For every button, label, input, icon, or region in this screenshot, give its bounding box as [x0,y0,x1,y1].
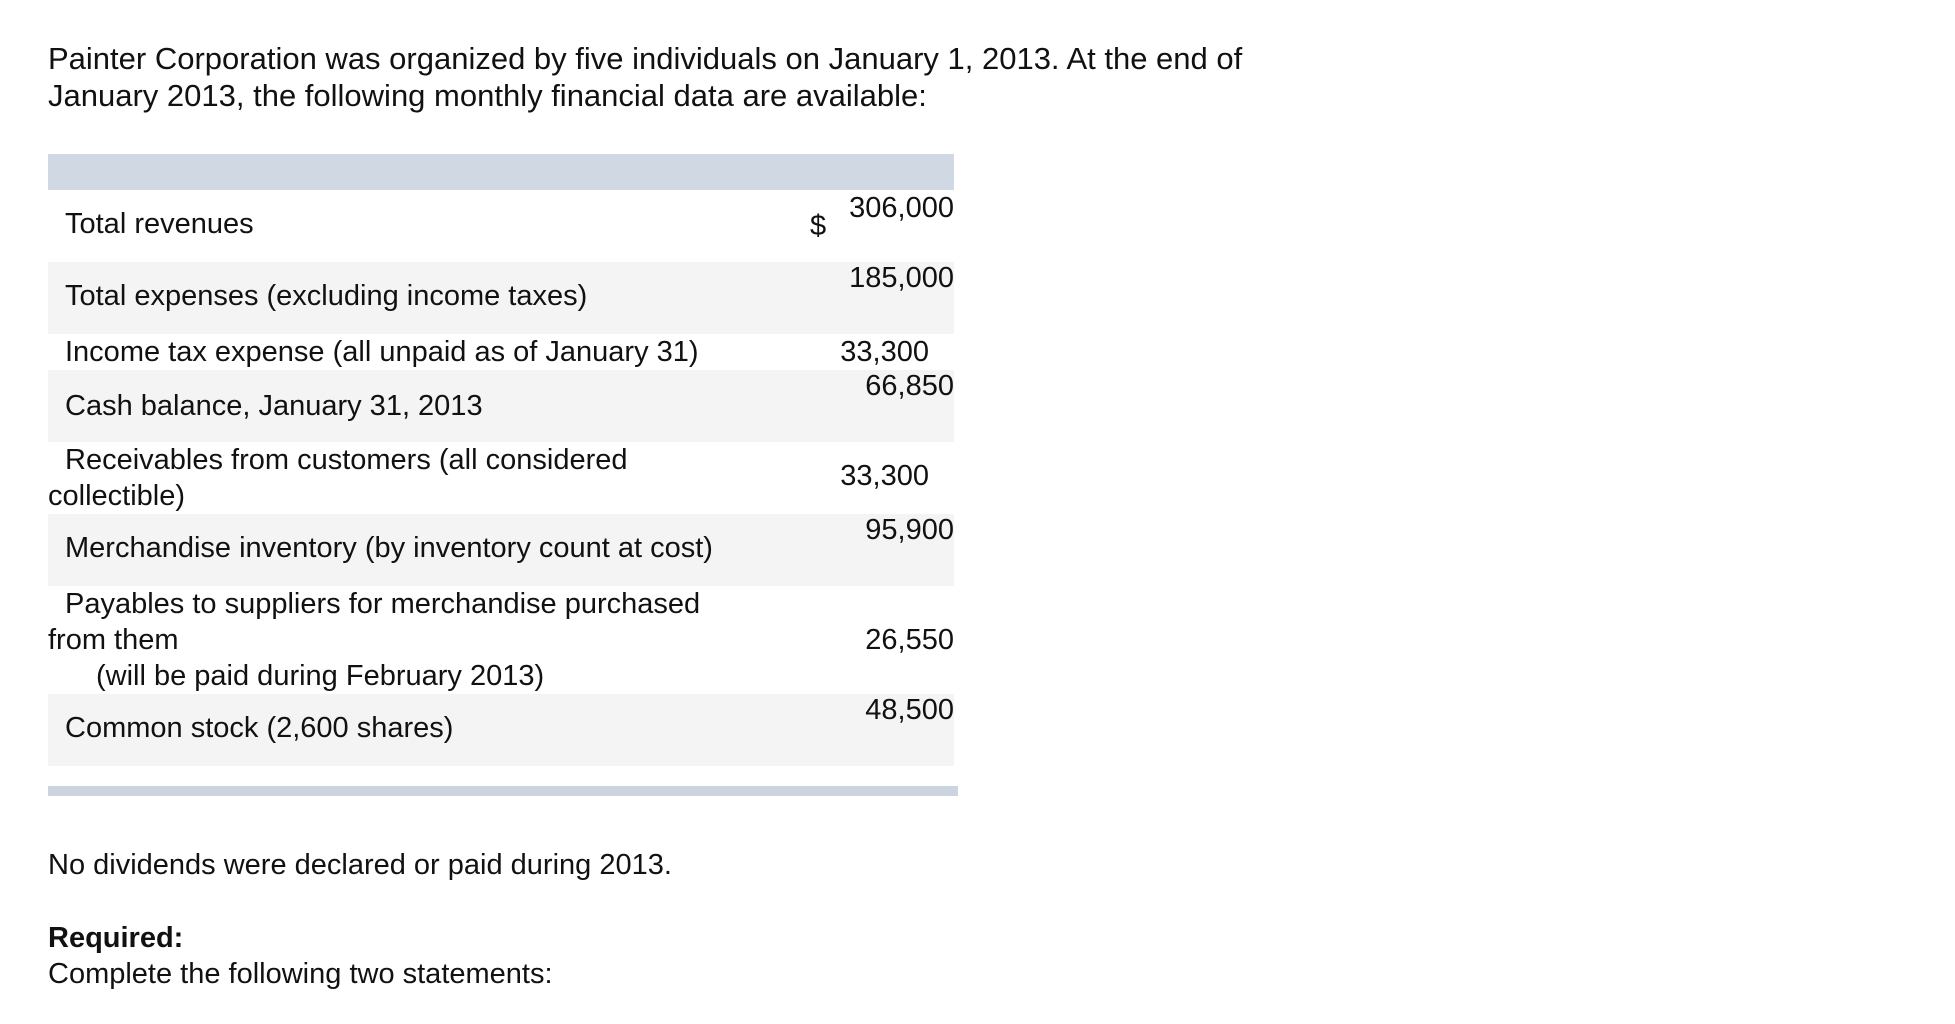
table-row [48,694,954,766]
row-label: Income tax expense (all unpaid as of January 31) [65,336,699,368]
required-instructions: Complete the following two statements: [48,958,553,990]
row-value: 33,300 [840,460,929,492]
currency-symbol: $ [810,210,827,242]
table-row [48,370,954,442]
row-label-line2: from them [48,624,179,656]
row-label: Common stock (2,600 shares) [65,712,454,744]
row-value: 95,900 [865,514,954,546]
row-label-line1: Payables to suppliers for merchandise purchased [65,588,701,620]
row-label-line1: Receivables from customers (all considered [65,444,628,476]
table-footer-bar [48,786,958,796]
table-row [48,514,954,586]
row-value: 185,000 [849,262,954,294]
table-row [48,442,954,514]
row-value: 26,550 [865,624,954,656]
row-value: 33,300 [840,336,929,368]
table-row [48,586,954,694]
row-label-line3: (will be paid during February 2013) [96,660,545,692]
dividends-note: No dividends were declared or paid during 2013. [48,849,672,881]
row-value: 48,500 [865,694,954,726]
row-label: Total revenues [65,208,254,240]
table-row [48,334,954,370]
required-heading: Required: [48,922,184,954]
row-label: Total expenses (excluding income taxes) [65,280,588,312]
row-label: Cash balance, January 31, 2013 [65,390,483,422]
row-value: 66,850 [865,370,954,402]
table-row [48,190,954,262]
row-value: 306,000 [849,192,954,224]
intro-paragraph: Painter Corporation was organized by five individuals on January 1, 2013. At the end of January 2013, the following monthly financial data are available: [48,41,1243,113]
table-header-bar [48,154,954,190]
table-row [48,262,954,334]
row-label: Merchandise inventory (by inventory count at cost) [65,532,713,564]
row-label-line2: collectible) [48,480,185,512]
